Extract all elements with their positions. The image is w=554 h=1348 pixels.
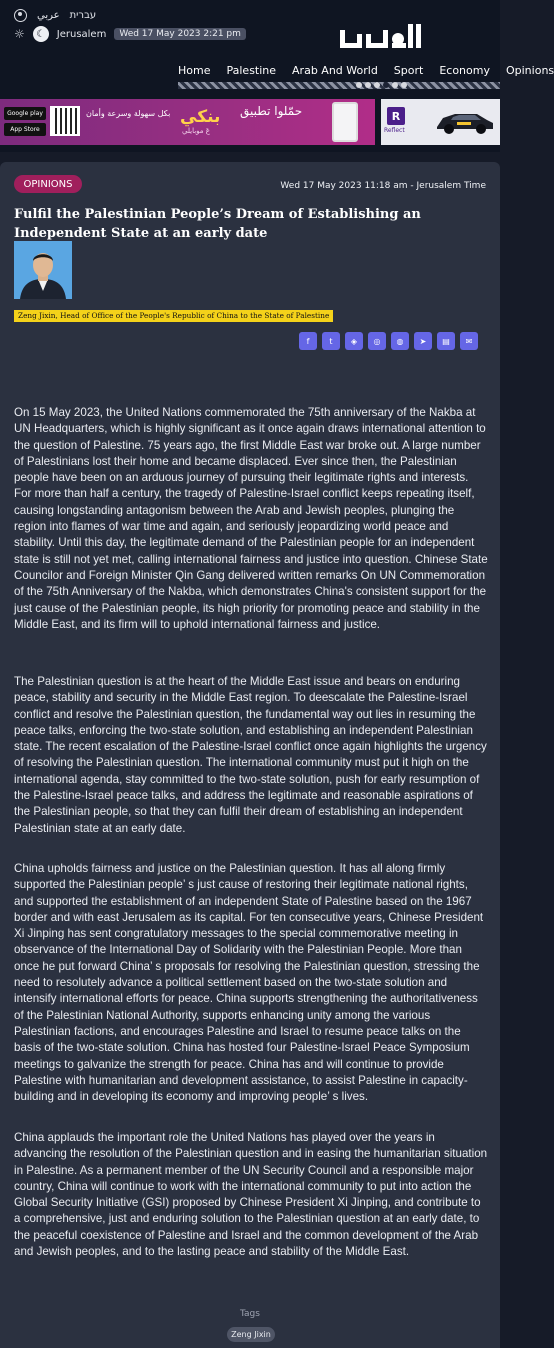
author-byline[interactable]: Zeng Jixin, Head of Office of the People's Republic of China to the State of Palestine xyxy=(14,310,333,322)
article-timestamp: Wed 17 May 2023 11:18 am - Jerusalem Time xyxy=(280,181,486,191)
tags-label: Tags xyxy=(240,1309,260,1319)
article-paragraph-3: China upholds fairness and justice on the Palestinian question. It has all along firmly supported the Palestinian people’ s just cause of restoring their legitimate national rights, and supported the establishment of an independent State of Palestine based on the 1967 border and with east Jerusalem as its capital. For ten consecutive years, Chinese President Xi Jinping has sent congratulatory messages to the special commemorative meeting in observance of the International Day of Solidarity with the Palestinian People. More than once he put forward China’ s proposals for resolving the Palestinian question, stressing the need to resolutely advance a political settlement based on the two-state solution and intensify international efforts for peace. China supports strengthening the authoritativeness of the Palestinian National Authority, supports enhancing unity among the various Palestinian factions, and encourages Palestine and Israel to resume peace talks on the basis of the two-state solution. China has hosted four Palestine-Israel Peace Symposium meetings to galvanize the strength for peace. China has and will continue to provide Palestine with humanitarian and development assistance, to assist Palestine in capacity-building and in developing its economy and improving people’ s lives. xyxy=(14,862,484,1104)
reflect-logo-icon: R xyxy=(387,107,405,125)
carousel-dot[interactable] xyxy=(374,82,380,88)
facebook-icon[interactable]: f xyxy=(299,332,317,350)
article-paragraph-4: China applauds the important role the United Nations has played over the years in advancing the resolution of the Palestinian question and in easing the humanitarian situation in Palestine. As a permanent member of the UN Security Council and a responsible major country, China will continue to work with the international community to put into action the Global Security Initiative (GSI) proposed by Chinese President Xi Jinping, and contribute to a comprehensive, just and enduring solution to the Palestinian question at an early date, to the peaceful coexistence of Palestine and Israel and the common development of the Arab and Jewish peoples, and to the lasting peace and stability of the Middle East. xyxy=(14,1131,488,1259)
nav-palestine[interactable]: Palestine xyxy=(226,64,277,77)
telegram-icon[interactable]: ➤ xyxy=(414,332,432,350)
carousel-dot[interactable] xyxy=(392,82,398,88)
city-label: Jerusalem xyxy=(56,28,107,40)
carousel-dot-active[interactable] xyxy=(383,82,389,88)
carousel-dot[interactable] xyxy=(365,82,371,88)
banner-brand: بنكي xyxy=(180,107,221,127)
sun-icon[interactable]: ☼ xyxy=(14,27,25,41)
lang-hebrew-link[interactable]: עברית xyxy=(69,10,97,21)
snapchat-icon[interactable]: ◈ xyxy=(345,332,363,350)
banner-title: حمّلوا تطبيق xyxy=(240,104,303,118)
carousel-dots xyxy=(356,82,407,88)
nav-opinions[interactable]: Opinions xyxy=(505,64,554,77)
qr-code-icon xyxy=(50,106,80,136)
nav-sport[interactable]: Sport xyxy=(393,64,424,77)
main-nav xyxy=(178,64,554,77)
car-icon xyxy=(433,107,497,135)
email-icon[interactable]: ✉ xyxy=(460,332,478,350)
carousel-dot[interactable] xyxy=(356,82,362,88)
app-store-badge[interactable]: App Store xyxy=(4,123,46,136)
share-bar xyxy=(299,332,478,350)
header-datetime: Wed 17 May 2023 2:21 pm xyxy=(114,28,246,40)
phone-icon xyxy=(332,102,358,142)
user-icon[interactable] xyxy=(14,9,27,22)
print-icon[interactable]: ▤ xyxy=(437,332,455,350)
whatsapp-icon[interactable]: ◎ xyxy=(368,332,386,350)
reflect-brand: Reflect xyxy=(384,127,405,134)
article-paragraph-1: On 15 May 2023, the United Nations commemorated the 75th anniversary of the Nakba at UN Headquarters, which is highly significant as it once again draws international attention to the question of Palestine. 75 years ago, the first Middle East war broke out. A large number of Palestinians lost their home and became displaced. Ever since then, the Palestinian people have been on an arduous journey of pursuing their legitimate rights and interests. For more than half a century, the tragedy of Palestine-Israel conflict keeps repeating itself, causing longstanding antagonism between the Arab and Jewish peoples, plunging the region into flames of war time and again, and seriously jeopardizing world peace and stability. Until this day, the legitimate demand of the Palestinian people for an independent state is still not yet met, calling international fairness and justice into question. Chinese State Councilor and Foreign Minister Qin Gang delivered written remarks On UN Commemoration of the 75th Anniversary of the Nakba, which demonstrates China's consistent support for the just cause of the Palestinian people, its high priority for promoting peace and stability in the Middle East, and its firm will to uphold international fairness and justice. xyxy=(14,406,488,631)
tag-chip[interactable]: Zeng Jixin xyxy=(227,1327,275,1342)
lang-arabic-link[interactable]: عربي xyxy=(37,10,60,21)
carousel-dot[interactable] xyxy=(401,82,407,88)
decorative-stripe xyxy=(178,82,500,89)
banner-small-text: بكل سهولة وسرعة وأمان xyxy=(86,109,171,118)
article-title: Fulfil the Palestinian People’s Dream of Establishing an Independent State at an early date xyxy=(14,207,421,241)
nav-economy[interactable]: Economy xyxy=(439,64,490,77)
weather-date-bar xyxy=(14,26,246,42)
banner-sub: عَ موبايلي xyxy=(182,127,210,135)
category-badge[interactable]: OPINIONS xyxy=(14,175,82,193)
nav-home[interactable]: Home xyxy=(178,64,211,77)
language-bar xyxy=(14,9,96,22)
bank-app-ad-banner[interactable] xyxy=(0,99,375,145)
dark-mode-toggle[interactable]: ☾ xyxy=(33,26,49,42)
site-logo[interactable] xyxy=(338,20,422,54)
twitter-icon[interactable]: t xyxy=(322,332,340,350)
google-play-badge[interactable]: Google play xyxy=(4,107,46,120)
messenger-icon[interactable]: ◍ xyxy=(391,332,409,350)
author-avatar xyxy=(14,241,72,299)
site-header xyxy=(0,0,554,92)
reflect-ad-banner[interactable] xyxy=(381,99,500,145)
nav-arab-and-world[interactable]: Arab And World xyxy=(292,64,378,77)
article-paragraph-2: The Palestinian question is at the heart of the Middle East issue and bears on enduring peace, stability and security in the Middle East region. To deescalate the Palestine-Israel conflict and resolve the Palestinian question, the fundamental way out lies in resuming the peace talks, enforcing the two-state solution, and establishing an independent Palestinian state. The recent escalation of the Palestine-Israel conflict once again highlights the urgency of resolving the Palestinian question. The international community must put it high on the international agenda, stay committed to the two-state solution, push for early resumption of the Palestine-Israel peace talks, and address the legitimate and reasonable aspirations of the Palestinian people, so that they can fulfil their dream of establishing an independent Palestinian state at an early date. xyxy=(14,675,487,835)
